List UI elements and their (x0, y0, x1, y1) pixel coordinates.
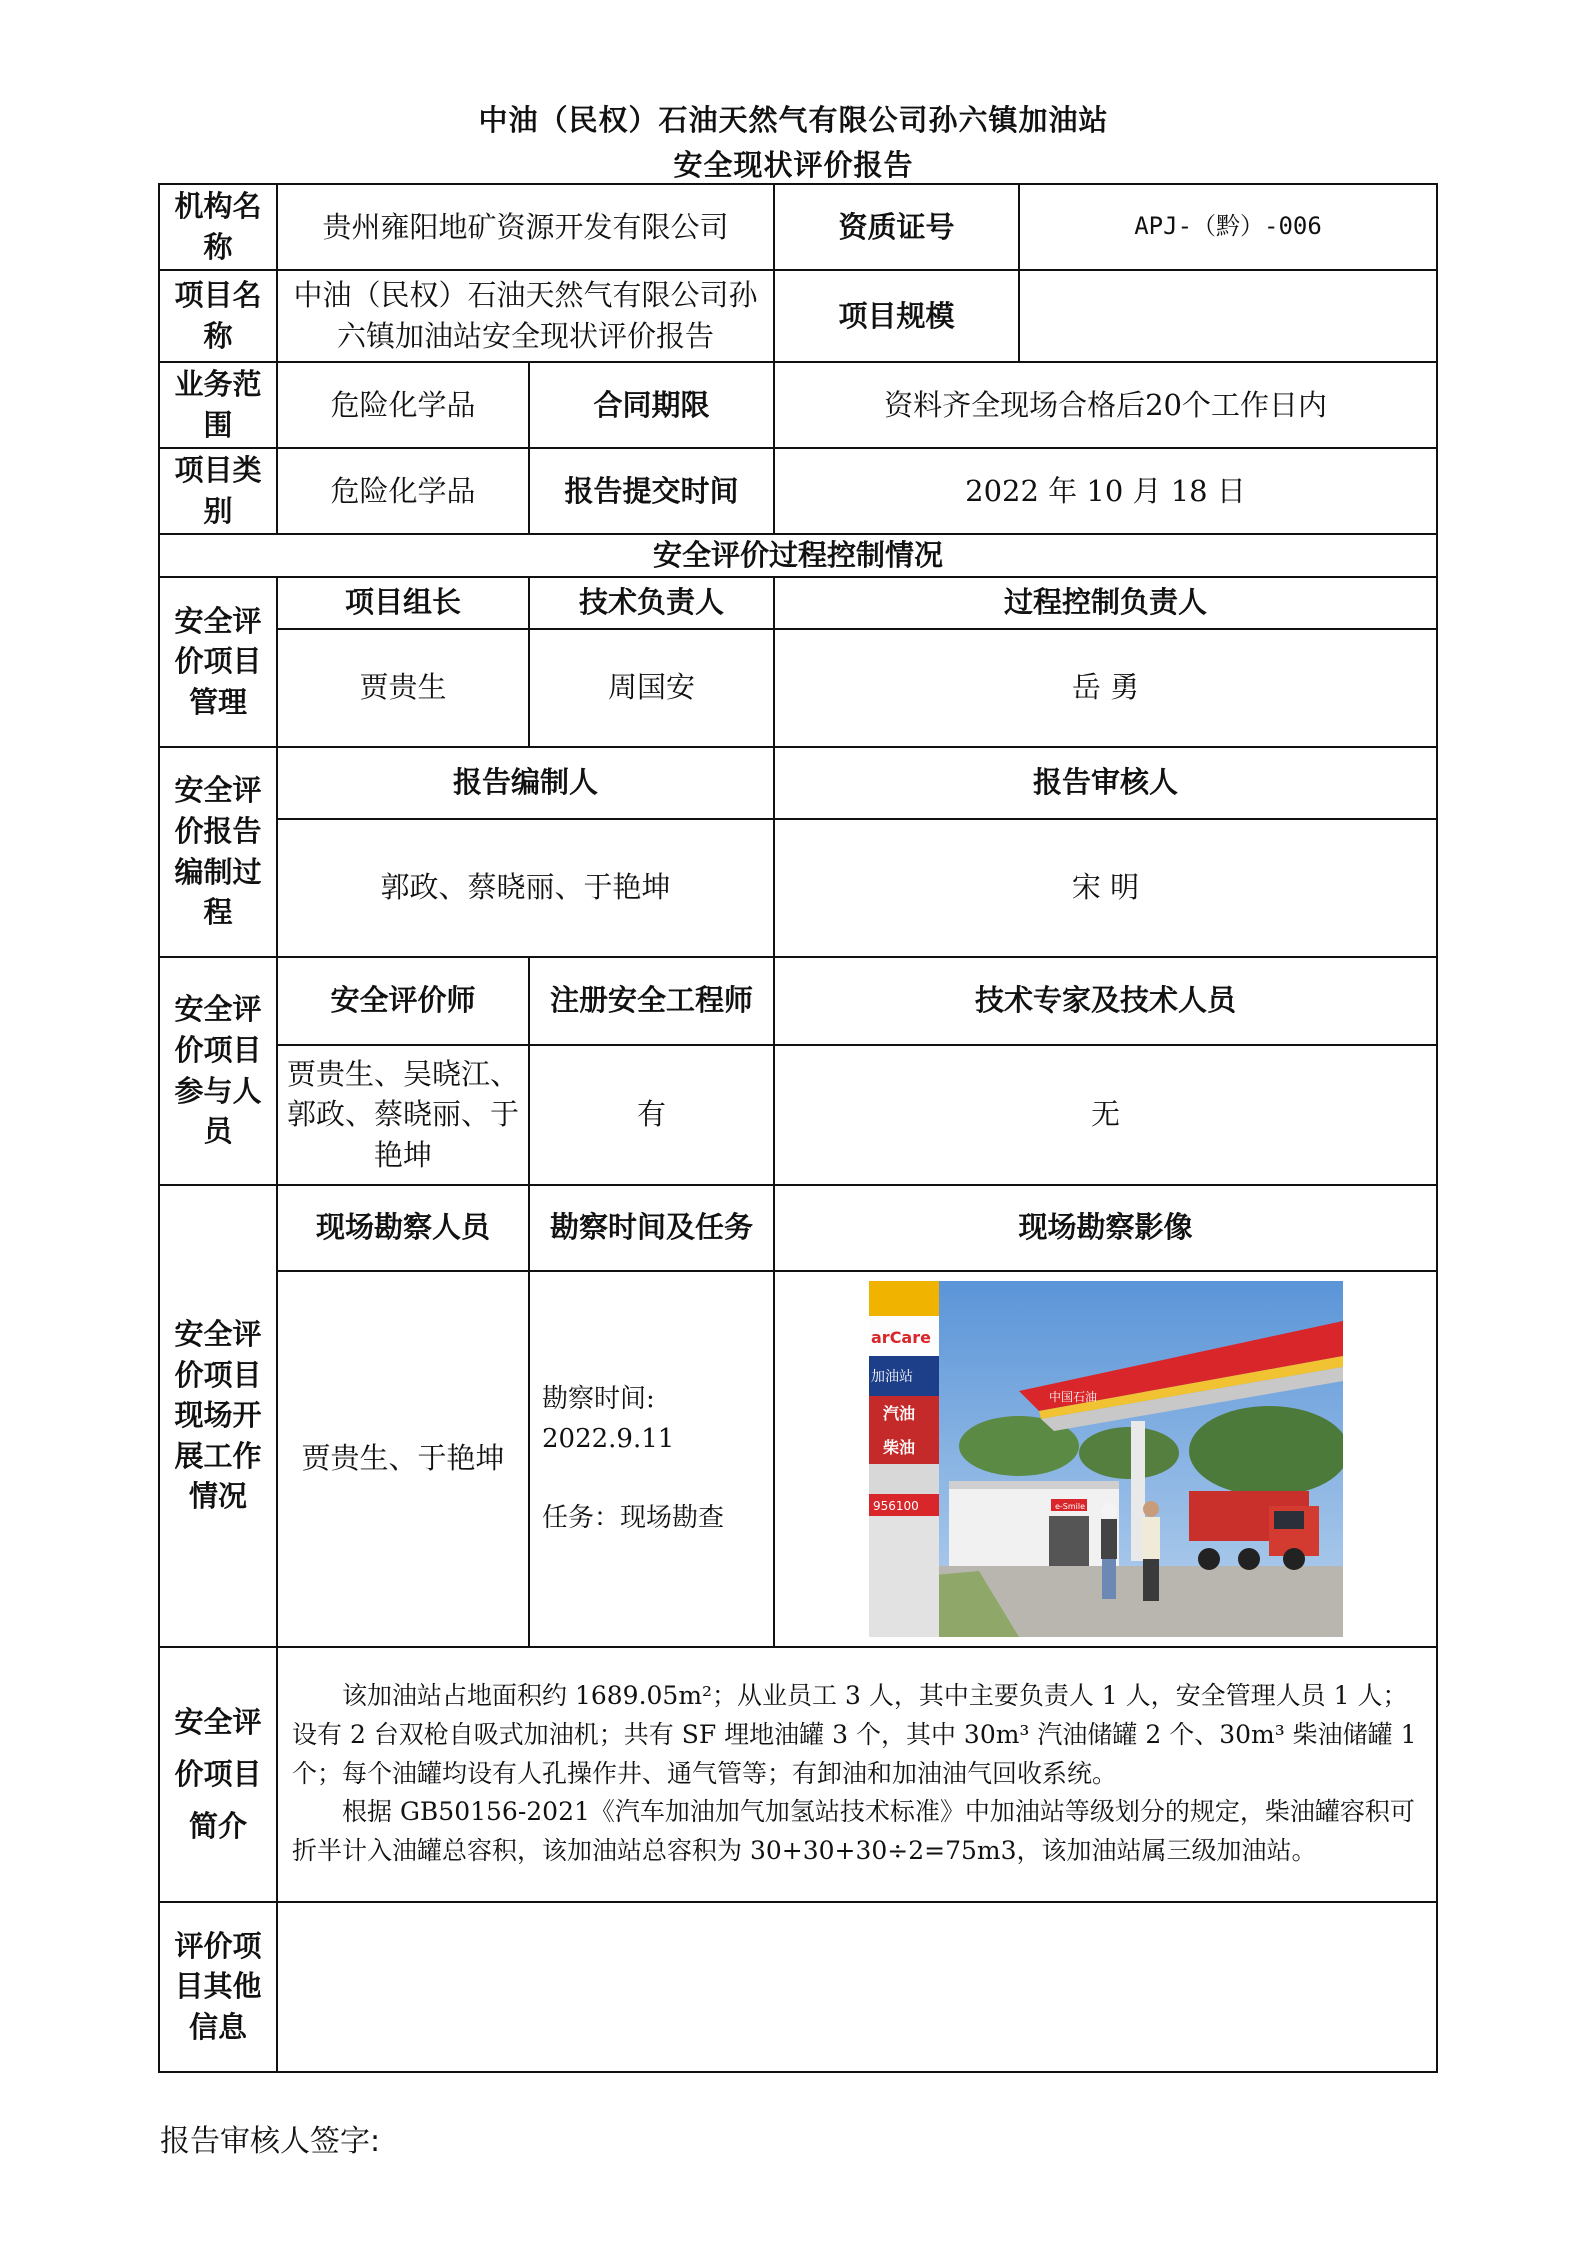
survey-task: 任务：现场勘查 (542, 1502, 725, 1533)
intro-row (159, 1647, 1437, 1902)
intro-label: 安全评价项目简介 (159, 1647, 277, 1902)
submit-label: 报告提交时间 (529, 448, 774, 534)
tech-lead-header: 技术负责人 (529, 577, 774, 629)
document-title: 中油（民权）石油天然气有限公司孙六镇加油站 (478, 103, 1109, 137)
surveyors-value: 贾贵生、于艳坤 (277, 1271, 529, 1647)
document-subtitle: 安全现状评价报告 (673, 148, 914, 182)
survey-time-cell (529, 1271, 774, 1647)
survey-time-label: 勘察时间: (542, 1384, 655, 1415)
cert-value: APJ-（黔）-006 (1019, 184, 1437, 270)
process-lead-value: 岳 勇 (774, 629, 1437, 747)
experts-header: 技术专家及技术人员 (774, 957, 1437, 1045)
management-value-row (159, 629, 1437, 747)
participants-label: 安全评价项目参与人员 (159, 957, 277, 1185)
scale-value (1019, 270, 1437, 362)
compilation-label: 安全评价报告编制过程 (159, 747, 277, 957)
tech-lead-value: 周国安 (529, 629, 774, 747)
compiler-header: 报告编制人 (277, 747, 774, 819)
project-value: 中油（民权）石油天然气有限公司孙六镇加油站安全现状评价报告 (277, 270, 774, 362)
process-header: 安全评价过程控制情况 (159, 534, 1437, 577)
business-row (159, 362, 1437, 448)
surveyors-header: 现场勘察人员 (277, 1185, 529, 1271)
reviewer-header: 报告审核人 (774, 747, 1437, 819)
intro-paragraph-2: 根据 GB50156-2021《汽车加油加气加氢站技术标准》中加油站等级划分的规定，柴油罐容积可折半计入油罐总容积，该加油站总容积为 30+30+30÷2=75m3，该加油站属三级加油站。 (292, 1797, 1415, 1866)
fieldwork-label: 安全评价项目现场开展工作情况 (159, 1185, 277, 1647)
submit-value: 2022 年 10 月 18 日 (774, 448, 1437, 534)
process-header-row (159, 534, 1437, 577)
project-row (159, 270, 1437, 362)
process-lead-header: 过程控制负责人 (774, 577, 1437, 629)
gas-station-photo (869, 1281, 1343, 1637)
category-row (159, 448, 1437, 534)
intro-text (277, 1647, 1437, 1902)
fieldwork-value-row (159, 1271, 1437, 1647)
gasoline-sign: 汽油 (882, 1403, 915, 1423)
phone-sign: 956100 (872, 1498, 919, 1513)
contract-label: 合同期限 (529, 362, 774, 448)
survey-time-header: 勘察时间及任务 (529, 1185, 774, 1271)
canopy-sign: 中国石油 (1048, 1389, 1097, 1404)
leader-value: 贾贵生 (277, 629, 529, 747)
contract-value: 资料齐全现场合格后20个工作日内 (774, 362, 1437, 448)
participants-value-row (159, 1045, 1437, 1185)
survey-time-value: 2022.9.11 (542, 1424, 675, 1455)
management-header-row (159, 577, 1437, 629)
evaluator-header: 安全评价师 (277, 957, 529, 1045)
reviewer-signature-label: 报告审核人签字: (160, 2124, 381, 2159)
other-row (159, 1902, 1437, 2072)
leader-header: 项目组长 (277, 577, 529, 629)
cert-label: 资质证号 (774, 184, 1019, 270)
compilation-header-row (159, 747, 1437, 819)
category-label: 项目类别 (159, 448, 277, 534)
engineer-header: 注册安全工程师 (529, 957, 774, 1045)
evaluator-value: 贾贵生、吴晓江、郭政、蔡晓丽、于艳坤 (277, 1045, 529, 1185)
other-label: 评价项目其他信息 (159, 1902, 277, 2072)
survey-image-header: 现场勘察影像 (774, 1185, 1437, 1271)
self-service-sign: 加油站 (870, 1368, 913, 1385)
org-row (159, 184, 1437, 270)
intro-paragraph-1: 该加油站占地面积约 1689.05m²；从业员工 3 人，其中主要负责人 1 人，安全管理人员 1 人；设有 2 台双枪自吸式加油机；共有 SF 埋地油罐 3 个，其中 30m³ 汽油储罐 2 个、30m³ 柴油储罐 1 个；每个油罐均设有人孔操作井、通气管等；有卸油和加油油气回收系统。 (292, 1681, 1417, 1788)
fieldwork-header-row (159, 1185, 1437, 1271)
reviewer-value: 宋 明 (774, 819, 1437, 957)
compiler-value: 郭政、蔡晓丽、于艳坤 (277, 819, 774, 957)
report-table (158, 183, 1438, 2073)
category-value: 危险化学品 (277, 448, 529, 534)
business-label: 业务范围 (159, 362, 277, 448)
org-value: 贵州雍阳地矿资源开发有限公司 (277, 184, 774, 270)
compilation-value-row (159, 819, 1437, 957)
participants-header-row (159, 957, 1437, 1045)
other-value (277, 1902, 1437, 2072)
project-label: 项目名称 (159, 270, 277, 362)
org-label: 机构名称 (159, 184, 277, 270)
scale-label: 项目规模 (774, 270, 1019, 362)
experts-value: 无 (774, 1045, 1437, 1185)
engineer-value: 有 (529, 1045, 774, 1185)
management-label: 安全评价项目管理 (159, 577, 277, 747)
business-value: 危险化学品 (277, 362, 529, 448)
survey-photo-cell (774, 1271, 1437, 1647)
diesel-sign: 柴油 (882, 1437, 915, 1457)
brand-sign: arCare (870, 1327, 931, 1347)
store-sign: e-Smile (1054, 1501, 1085, 1511)
